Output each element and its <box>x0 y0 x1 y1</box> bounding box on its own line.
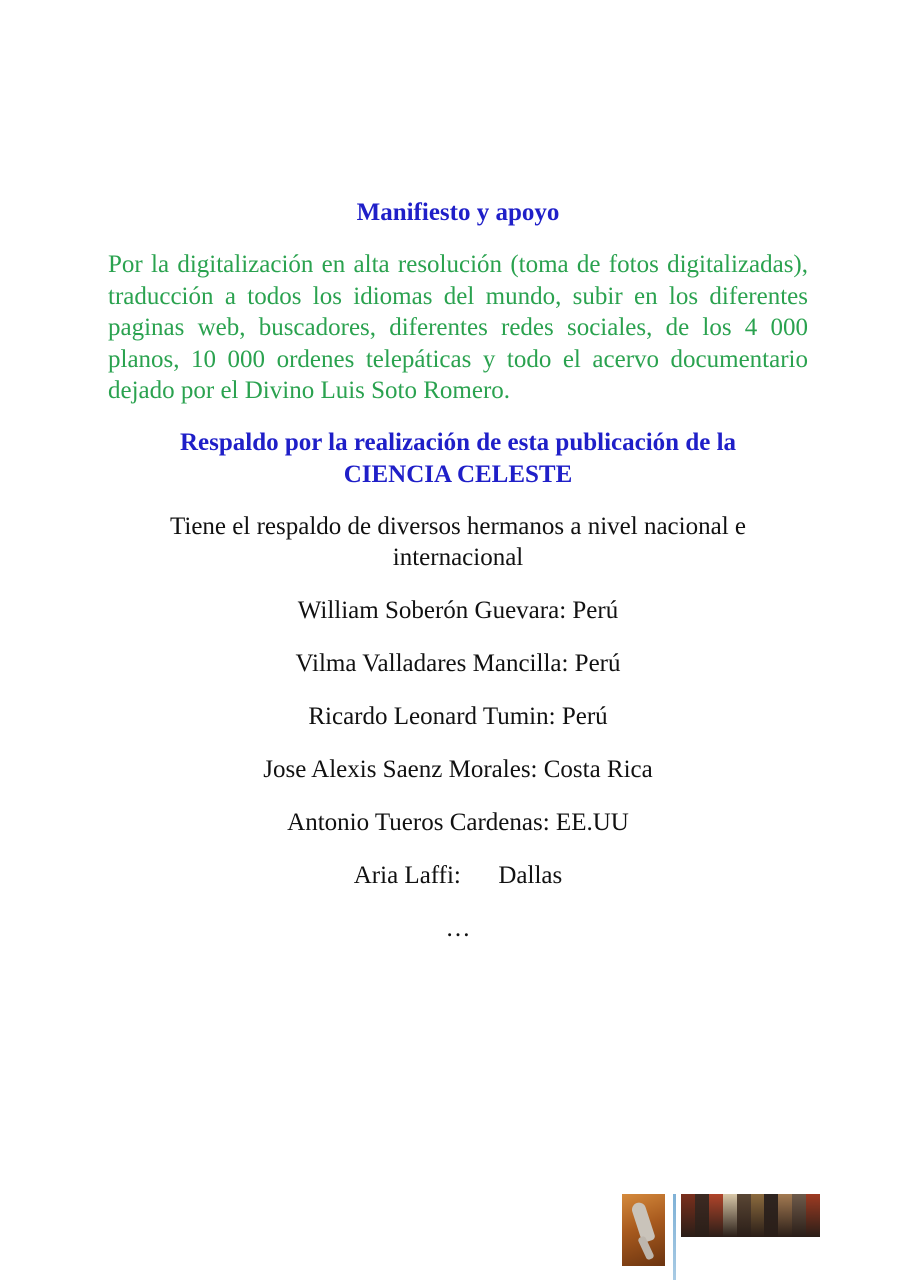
footer-divider <box>673 1194 676 1280</box>
support-subtitle-line2: CIENCIA CELESTE <box>343 460 573 488</box>
collage-tile <box>792 1194 806 1237</box>
figure-photo-icon <box>622 1194 665 1266</box>
support-intro: Tiene el respaldo de diversos hermanos a nivel nacional e internacional <box>170 512 746 571</box>
collage-tile <box>723 1194 737 1237</box>
collage-tile <box>778 1194 792 1237</box>
supporter-item: Antonio Tueros Cardenas: EE.UU <box>287 808 629 836</box>
collage-tile <box>751 1194 765 1237</box>
supporter-item: Jose Alexis Saenz Morales: Costa Rica <box>263 755 653 783</box>
document-content <box>108 197 808 945</box>
support-subtitle-line1: Respaldo por la realización de esta publicación de la <box>179 428 737 456</box>
photo-collage-icon <box>681 1194 820 1237</box>
manifesto-paragraph: Por la digitalización en alta resolución (toma de fotos digitalizadas), traducción a todos los idiomas del mundo, subir en los diferentes paginas web, buscadores, diferentes redes sociales, de los 4 000 planos, 10 000 ordenes telepáticas y todo el acervo documentario dejado por el Divino Luis Soto Romero. <box>108 251 808 404</box>
collage-tile <box>709 1194 723 1237</box>
supporter-item: Ricardo Leonard Tumin: Perú <box>308 702 608 730</box>
collage-tile <box>681 1194 695 1237</box>
supporter-item: Vilma Valladares Mancilla: Perú <box>295 649 621 677</box>
supporter-item: William Soberón Guevara: Perú <box>297 596 619 624</box>
document-title: Manifiesto y apoyo <box>356 199 560 226</box>
collage-tile <box>737 1194 751 1237</box>
collage-tile <box>806 1194 820 1237</box>
supporter-item: Aria Laffi: Dallas <box>353 861 563 889</box>
list-ellipsis: … <box>445 914 471 942</box>
collage-tile <box>764 1194 778 1237</box>
collage-tile <box>695 1194 709 1237</box>
support-subtitle <box>108 427 808 491</box>
